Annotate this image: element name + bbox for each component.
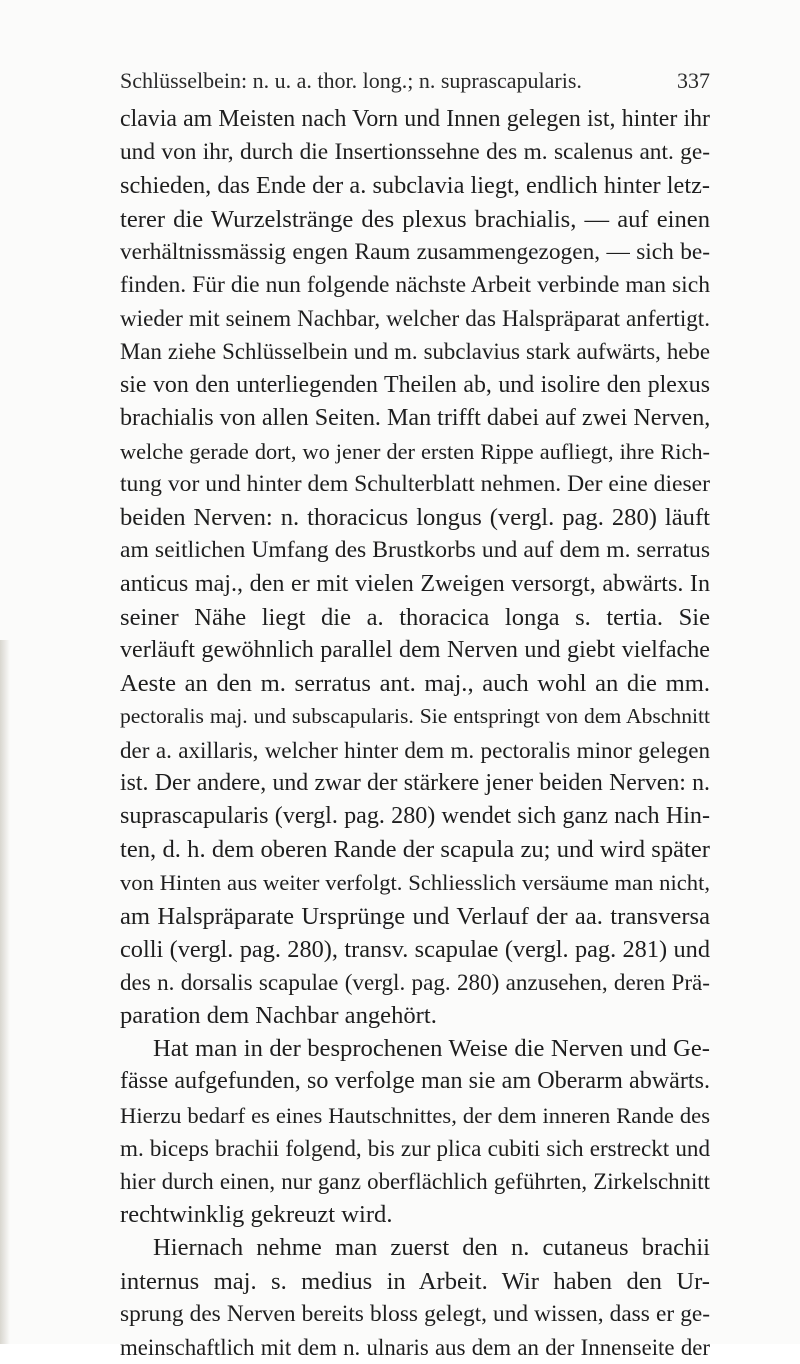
text-line: brachialis von allen Seiten. Man trifft dabei auf zwei Nerven, — [120, 404, 710, 431]
text-line: der a. axillaris, welcher hinter dem m. pectoralis minor gelegen — [120, 736, 710, 763]
text-line: finden. Für die nun folgende nächste Arbeit verbinde man sich — [120, 271, 710, 298]
text-line: clavia am Meisten nach Vorn und Innen gelegen ist, hinter ihr — [120, 106, 710, 132]
text-line: sprung des Nerven bereits bloss gelegt, und wissen, dass er ge- — [120, 1300, 710, 1327]
text-line: internus maj. s. medius in Arbeit. Wir haben den Ur- — [120, 1267, 710, 1295]
text-line: am seitlichen Umfang des Brustkorbs und auf dem m. serratus — [120, 537, 710, 564]
text-line: von Hinten aus weiter verfolgt. Schliesslich versäume man nicht, — [120, 870, 710, 896]
text-line: am Halspräparate Ursprünge und Verlauf der aa. transversa — [120, 902, 710, 930]
text-line: Hiernach nehme man zuerst den n. cutaneus brachii — [153, 1234, 710, 1262]
text-line: und von ihr, durch die Insertionssehne des m. scalenus ant. ge- — [120, 139, 710, 166]
text-line: paration dem Nachbar angehört. — [120, 1002, 437, 1030]
text-line: pectoralis maj. und subscapularis. Sie entspringt von dem Abschnitt — [120, 704, 710, 729]
running-head-title: Schlüsselbein: n. u. a. thor. long.; n. suprascapularis. — [120, 68, 582, 93]
text-line: verläuft gewöhnlich parallel dem Nerven und giebt vielfache — [120, 637, 710, 663]
text-line: Hat man in der besprochenen Weise die Nerven und Ge- — [153, 1035, 710, 1063]
text-line: schieden, das Ende der a. subclavia liegt, endlich hinter letz- — [120, 172, 710, 200]
text-line: fässe aufgefunden, so verfolge man sie am Oberarm abwärts. — [120, 1068, 710, 1095]
body-text — [120, 103, 710, 1364]
text-line: wieder mit seinem Nachbar, welcher das Halspräparat anfertigt. — [120, 305, 710, 332]
text-line: colli (vergl. pag. 280), transv. scapulae (vergl. pag. 281) und — [120, 935, 710, 963]
text-line: verhältnissmässig engen Raum zusammengezogen, — sich be- — [120, 238, 710, 265]
text-line: suprascapularis (vergl. pag. 280) wendet sich ganz nach Hin- — [120, 802, 710, 829]
text-line: sie von den unterliegenden Theilen ab, und isolire den plexus — [120, 371, 710, 398]
text-line: Hierzu bedarf es eines Hautschnittes, der dem inneren Rande des — [120, 1102, 710, 1128]
text-line: anticus maj., den er mit vielen Zweigen versorgt, abwärts. In — [120, 570, 710, 597]
page-edge-shadow — [0, 640, 10, 1344]
text-line: tung vor und hinter dem Schulterblatt nehmen. Der eine dieser — [120, 471, 710, 498]
text-line: terer die Wurzelstränge des plexus brachialis, — auf einen — [120, 205, 710, 233]
text-line: beiden Nerven: n. thoracicus longus (vergl. pag. 280) läuft — [120, 504, 710, 532]
text-line: des n. dorsalis scapulae (vergl. pag. 280) anzusehen, deren Prä- — [120, 968, 710, 995]
page-number: 337 — [677, 68, 710, 93]
text-line: ist. Der andere, und zwar der stärkere jener beiden Nerven: n. — [120, 769, 710, 796]
text-line: m. biceps brachii folgend, bis zur plica cubiti sich erstreckt und — [120, 1134, 710, 1161]
text-line: hier durch einen, nur ganz oberflächlich geführten, Zirkelschnitt — [120, 1169, 710, 1194]
text-line: ten, d. h. dem oberen Rande der scapula zu; und wird später — [120, 836, 710, 864]
running-head — [120, 68, 710, 100]
text-line: welche gerade dort, wo jener der ersten Rippe aufliegt, ihre Rich- — [120, 438, 710, 464]
text-line: meinschaftlich mit dem n. ulnaris aus dem an der Innenseite der — [120, 1334, 710, 1360]
text-line: rechtwinklig gekreuzt wird. — [120, 1201, 393, 1229]
text-line: Aeste an den m. serratus ant. maj., auch wohl an die mm. — [120, 670, 710, 698]
text-line: seiner Nähe liegt die a. thoracica longa s. tertia. Sie — [120, 603, 710, 631]
text-line: Man ziehe Schlüsselbein und m. subclavius stark aufwärts, hebe — [120, 339, 710, 365]
